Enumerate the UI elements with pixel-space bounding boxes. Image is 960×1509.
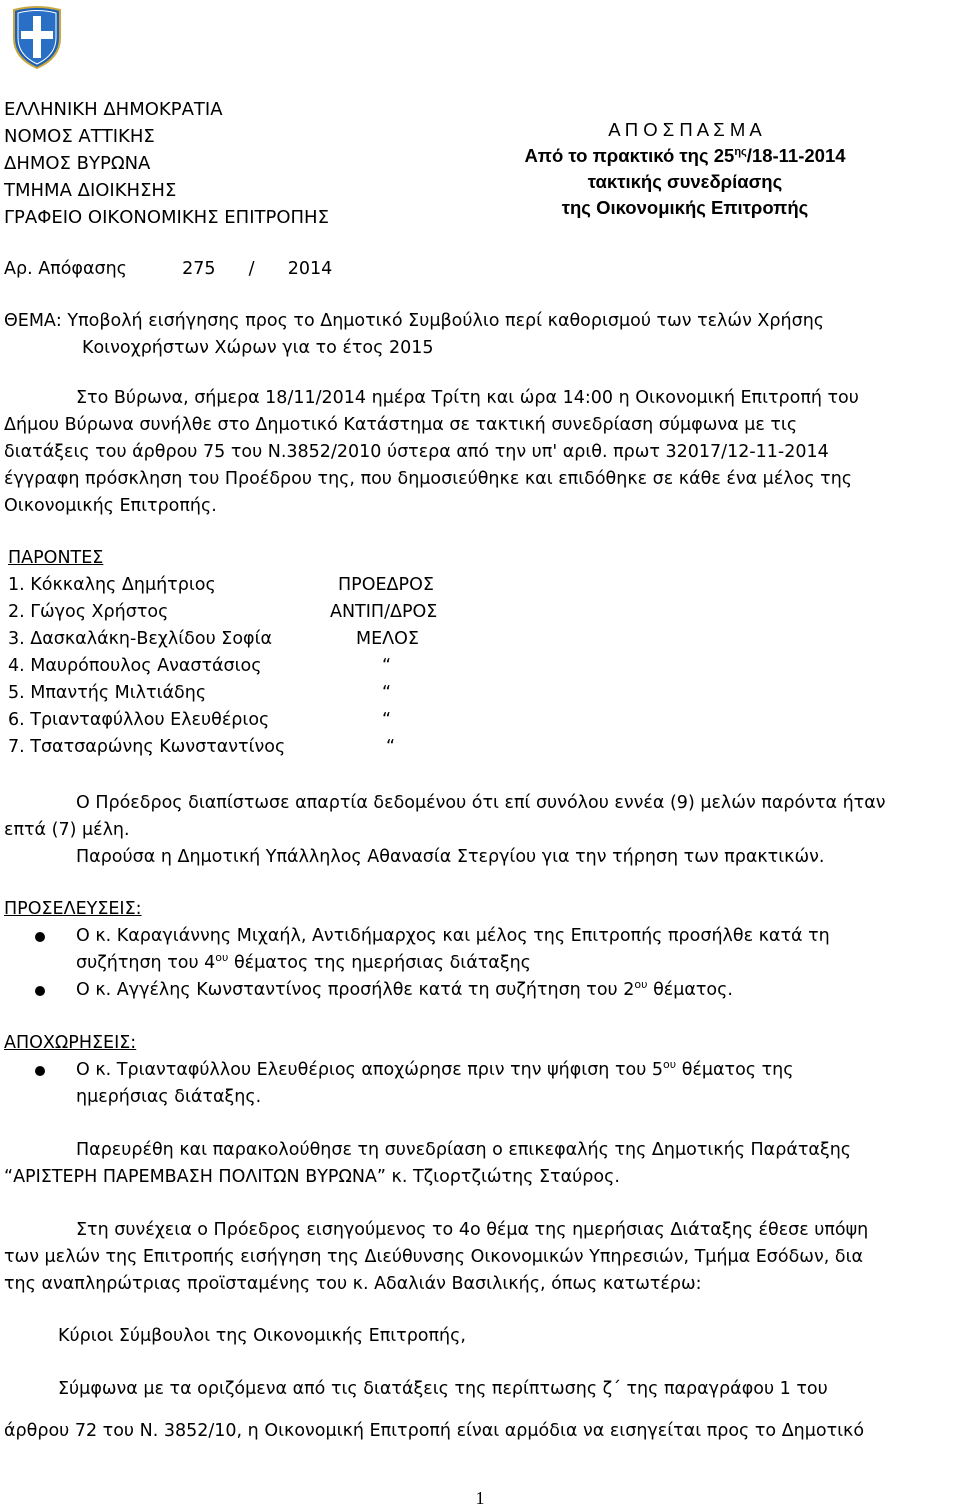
arrival-item-line: Ο κ. Καραγιάννης Μιχαήλ, Αντιδήμαρχος και μέλος της Επιτροπής προσήλθε κατά τη xyxy=(76,926,830,946)
committee-name: της Οικονομικής Επιτροπής xyxy=(561,197,809,218)
member-name: 2. Γώγος Χρήστος xyxy=(8,602,169,622)
issuer-line: ΕΛΛΗΝΙΚΗ ΔΗΜΟΚΡΑΤΙΑ xyxy=(4,99,223,120)
quorum-line: επτά (7) μέλη. xyxy=(4,820,130,840)
subject-text: Υποβολή εισήγησης προς το Δημοτικό Συμβούλιο περί καθορισμού των τελών Χρήσης xyxy=(67,311,825,331)
member-name: 3. Δασκαλάκη-Βεχλίδου Σοφία xyxy=(8,629,273,649)
greek-emblem-icon xyxy=(8,4,66,70)
member-name: 4. Μαυρόπουλος Αναστάσιος xyxy=(8,656,262,676)
salutation: Κύριοι Σύμβουλοι της Οικονομικής Επιτροπής, xyxy=(58,1326,466,1346)
member-role: “ xyxy=(386,737,396,757)
bullet-icon xyxy=(35,932,45,942)
session-type: τακτικής συνεδρίασης xyxy=(587,171,783,192)
closing-line: Σύμφωνα με τα οριζόμενα από τις διατάξεις της περίπτωσης ζ΄ της παραγράφου 1 του xyxy=(58,1379,828,1399)
subject-line-2: Κοινοχρήστων Χώρων για το έτος 2015 xyxy=(82,338,434,358)
member-name: 5. Μπαντής Μιλτιάδης xyxy=(8,683,207,703)
subject-label: ΘΕΜΑ: xyxy=(4,311,62,331)
member-name: 6. Τριανταφύλλου Ελευθέριος xyxy=(8,710,270,730)
page-number: 1 xyxy=(475,1488,485,1508)
arrival-item-line: συζήτηση του $4^{o\upsilon}$ θέματος της ημερήσιας διάταξης xyxy=(76,951,531,973)
decision-label: Αρ. Απόφασης xyxy=(4,259,127,279)
departure-item-line: ημερήσιας διάταξης. xyxy=(76,1087,262,1107)
member-role: “ xyxy=(382,656,392,676)
quorum-line: Ο Πρόεδρος διαπίστωσε απαρτία δεδομένου ότι επί συνόλου εννέα (9) μελών παρόντα ήταν xyxy=(76,793,886,813)
proposal-line: της αναπληρώτριας προϊσταμένης του κ. Αδαλιάν Βασιλικής, όπως κατωτέρω: xyxy=(4,1274,702,1294)
arrival-item-line: Ο κ. Αγγέλης Κωνσταντίνος προσήλθε κατά τη συζήτηση του $2^{o\upsilon}$ θέματος. xyxy=(76,978,733,1000)
member-role: ΠΡΟΕΔΡΟΣ xyxy=(338,575,434,595)
closing-line: άρθρου 72 του Ν. 3852/10, η Οικονομική Επιτροπή είναι αρμόδια να εισηγείται προς το Δημοτικό xyxy=(4,1421,865,1441)
proposal-line: των μελών της Επιτροπής εισήγηση της Διεύθυνσης Οικονομικών Υπηρεσιών, Τμήμα Εσόδων, δια xyxy=(4,1247,864,1267)
minutes-line: Από το πρακτικό της $25^{\eta\varsigma}/18-11-2014$ xyxy=(524,145,846,166)
departures-heading: ΑΠΟΧΩΡΗΣΕΙΣ: xyxy=(4,1033,137,1053)
intro-line: Στο Βύρωνα, σήμερα 18/11/2014 ημέρα Τρίτη και ώρα 14:00 η Οικονομική Επιτροπή του xyxy=(76,388,859,408)
member-name: 1. Κόκκαλης Δημήτριος xyxy=(8,575,216,595)
proposal-line: Στη συνέχεια ο Πρόεδρος εισηγούμενος το 4ο θέμα της ημερήσιας Διάταξης έθεσε υπόψη xyxy=(76,1220,869,1240)
extract-title-block xyxy=(470,117,900,221)
decision-year: 2014 xyxy=(287,259,333,279)
attendance-line: “ΑΡΙΣΤΕΡΗ ΠΑΡΕΜΒΑΣΗ ΠΟΛΙΤΩΝ ΒΥΡΩΝΑ” κ. Τζιορτζιώτης Σταύρος. xyxy=(4,1167,620,1187)
issuer-block xyxy=(4,96,329,231)
attendance-line: Παρευρέθη και παρακολούθησε τη συνεδρίαση ο επικεφαλής της Δημοτικής Παράταξης xyxy=(76,1140,852,1160)
intro-line: έγγραφη πρόσκληση του Προέδρου της, που δημοσιεύθηκε και επιδόθηκε σε κάθε ένα μέλος της xyxy=(4,469,853,489)
decision-separator: / xyxy=(248,259,255,279)
secretary-line: Παρούσα η Δημοτική Υπάλληλος Αθανασία Στεργίου για την τήρηση των πρακτικών. xyxy=(76,847,825,867)
intro-line: Οικονομικής Επιτροπής. xyxy=(4,496,217,516)
issuer-line: ΓΡΑΦΕΙΟ ΟΙΚΟΝΟΜΙΚΗΣ ΕΠΙΤΡΟΠΗΣ xyxy=(4,207,329,228)
issuer-line: ΤΜΗΜΑ ΔΙΟΙΚΗΣΗΣ xyxy=(4,180,177,201)
bullet-icon xyxy=(35,986,45,996)
decision-number-line xyxy=(4,256,332,283)
intro-line: διατάξεις του άρθρου 75 του Ν.3852/2010 ύστερα από την υπ' αριθ. πρωτ 32017/12-11-2014 xyxy=(4,442,829,462)
departure-item-line: Ο κ. Τριανταφύλλου Ελευθέριος αποχώρησε πριν την ψήφιση του $5^{o\upsilon}$ θέματος της xyxy=(76,1058,794,1080)
bullet-icon xyxy=(35,1066,45,1076)
issuer-line: ΔΗΜΟΣ ΒΥΡΩΝΑ xyxy=(4,153,151,174)
member-role: “ xyxy=(382,683,392,703)
issuer-line: ΝΟΜΟΣ ΑΤΤΙΚΗΣ xyxy=(4,126,155,147)
intro-line: Δήμου Βύρωνα συνήλθε στο Δημοτικό Κατάστημα σε τακτική συνεδρίαση σύμφωνα με τις xyxy=(4,415,798,435)
decision-number: 275 xyxy=(182,259,216,279)
member-role: “ xyxy=(382,710,392,730)
present-heading: ΠΑΡΟΝΤΕΣ xyxy=(8,548,104,568)
member-name: 7. Τσατσαρώνης Κωνσταντίνος xyxy=(8,737,286,757)
extract-title: Α Π Ο Σ Π Α Σ Μ Α xyxy=(608,119,762,140)
member-role: ΜΕΛΟΣ xyxy=(356,629,419,649)
subject-line-1 xyxy=(4,308,824,335)
member-role: ΑΝΤΙΠ/ΔΡΟΣ xyxy=(330,602,438,622)
arrivals-heading: ΠΡΟΣΕΛΕΥΣΕΙΣ: xyxy=(4,899,142,919)
